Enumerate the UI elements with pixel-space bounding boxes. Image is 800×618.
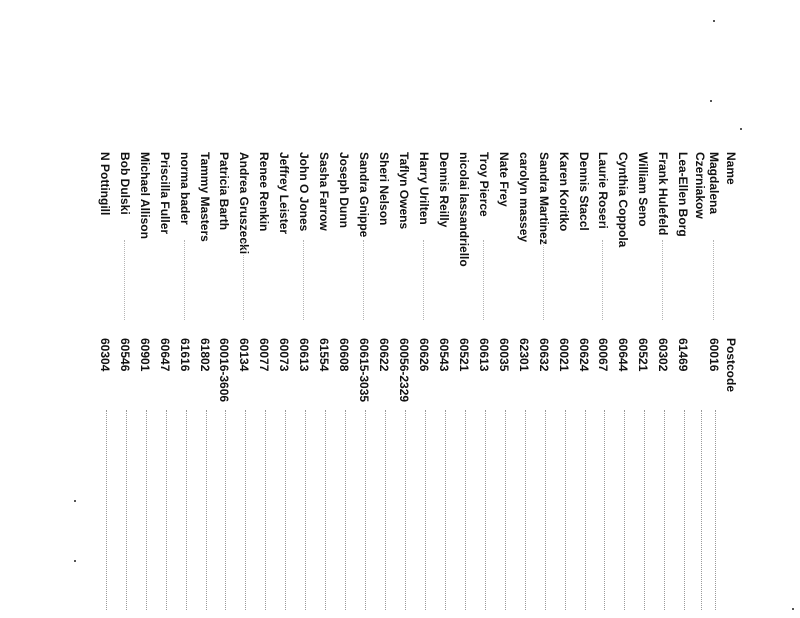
dotted-leader (662, 240, 663, 320)
scan-speck (74, 500, 76, 502)
scan-speck (710, 100, 712, 102)
scan-speck (792, 608, 794, 610)
dotted-leader (545, 410, 546, 610)
dotted-leader (485, 410, 486, 610)
dotted-leader (106, 410, 107, 610)
dotted-leader (225, 410, 226, 610)
dotted-leader (543, 240, 544, 320)
dotted-leader (715, 410, 716, 610)
dotted-leader (465, 410, 466, 610)
dotted-leader (505, 410, 506, 610)
dotted-leader (126, 410, 127, 610)
dotted-leader (345, 410, 346, 610)
dotted-leader (124, 240, 125, 320)
dotted-leader (186, 410, 187, 610)
dotted-leader (285, 410, 286, 610)
scan-speck (74, 560, 76, 562)
dotted-leader (265, 410, 266, 610)
dotted-leader (701, 410, 702, 610)
dotted-leader (385, 410, 386, 610)
dotted-leader (483, 240, 484, 320)
dotted-leader (565, 410, 566, 610)
dotted-leader (425, 410, 426, 610)
dotted-leader (363, 240, 364, 320)
dotted-leader (684, 410, 685, 610)
dotted-leader (525, 410, 526, 610)
dotted-leader (305, 410, 306, 610)
dotted-leader (585, 410, 586, 610)
dotted-leader (644, 410, 645, 610)
dotted-leader (184, 240, 185, 320)
dotted-leader (206, 410, 207, 610)
dotted-leader (303, 240, 304, 320)
dotted-leader (146, 410, 147, 610)
dotted-leader (445, 410, 446, 610)
dotted-leader (166, 410, 167, 610)
dotted-leader (245, 410, 246, 610)
dotted-leader (423, 240, 424, 320)
dotted-leader (604, 410, 605, 610)
dotted-leader (664, 410, 665, 610)
dotted-leader (624, 410, 625, 610)
scan-speck (740, 128, 742, 130)
dotted-leader (325, 410, 326, 610)
dotted-leader (405, 410, 406, 610)
scanned-page: Name Postcode Magdalena 60016 Czerniakow Lea-Ellen Borg 61469 Frank Hulefeld 60302 William Seno 60521 Cynthia Coppola 60644 Laurie Roseri 60067 Dennis Staccl 60624 Karen Koritko 60021 Sandra Martinez 60632 carolyn massey 62301 Nate Frey 60035 Troy Pierce 60613 nicolai lassandriello 60521 Dennis Reilly 60543 Harry Urilten 60626 Taflyn Owens 60056-2329 Sheri Nelson 60622 Sandra Gnippe 60615-3035 Joseph Dunn 60608 Sasha Farrow 61554 John O Jones 60613 Jeffrey Leister 60073 Renee Renkin 60077 Andrea Gruszecki 60134 Patricia Barth 60016-3606 Tammy Masters 61802 norma bader 61616 Priscilla Fuller 60647 Michael Allison 60901 Bob Dulski 60546 N Pottingill 60304 (0, 0, 800, 618)
dotted-leader (365, 410, 366, 610)
dotted-leader (243, 240, 244, 320)
dotted-leader (602, 240, 603, 320)
scan-speck (713, 20, 715, 22)
dotted-leader (713, 240, 714, 320)
